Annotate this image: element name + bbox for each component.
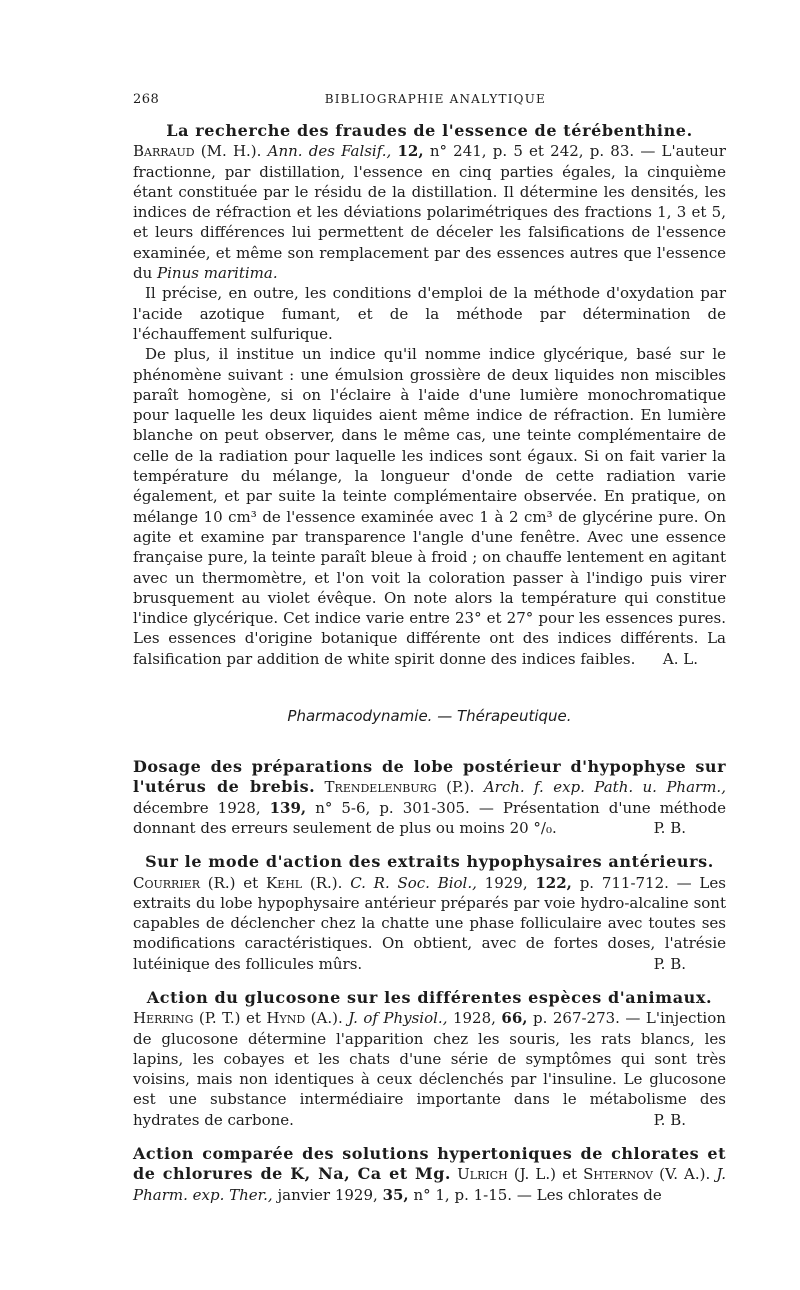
author-initials: (V. A.). (659, 1165, 711, 1184)
running-title: BIBLIOGRAPHIE ANALYTIQUE (324, 92, 546, 106)
author-initials: (M. H.). (200, 142, 262, 161)
author-name: Shternov (583, 1165, 654, 1184)
journal-volume: 122, (535, 873, 572, 892)
author-name: Herring (133, 1009, 194, 1028)
page (133, 92, 726, 1205)
signature: P. B. (653, 1110, 686, 1129)
journal-name: J. Pharm. exp. Ther., (133, 1165, 727, 1204)
article-body (133, 1008, 726, 1130)
abstract-text: p. 267-273. — L'injection de glucosone détermine l'apparition chez les souris, les rats blancs, les lapins, les cobayes et les chats d'une série de symptômes qui sont très voisins, mais non identiques à ceux déclenchés par l'insuline. Le glucosone est une substance intermédiaire importante dans le métabolisme des hydrates de carbone. (133, 1009, 726, 1129)
author-initials: (P. T.) et (198, 1009, 261, 1028)
publication-year: 1928, (452, 1009, 496, 1028)
article-glucosone (133, 988, 726, 1130)
article-extraits-hypophysaires (133, 852, 726, 974)
author-name: Trendelenburg (324, 778, 437, 797)
publication-date: janvier 1929, (277, 1185, 378, 1204)
abstract-text: n° 1, p. 1-15. — Les chlorates de (413, 1185, 662, 1204)
journal-name: Ann. des Falsif., (267, 142, 392, 161)
article-title: Sur le mode d'action des extraits hypophysaires antérieurs. (145, 852, 714, 872)
publication-date: décembre 1928, (133, 798, 261, 817)
article-hypophyse-brebis (133, 757, 726, 838)
author-name: Hynd (266, 1009, 306, 1028)
article-body (133, 1144, 726, 1205)
signature: P. B. (653, 818, 686, 837)
article-body (133, 757, 726, 838)
abstract-text: n° 5-6, p. 301-305. — Présentation d'une méthode donnant des erreurs seulement de plus ou moins 20 °/₀. (133, 798, 726, 837)
journal-name: Arch. f. exp. Path. u. Pharm., (483, 778, 726, 797)
author-name: Courrier (133, 873, 200, 892)
section-heading: Pharmacodynamie. — Thérapeutique. (287, 707, 572, 726)
article-title: Dosage des préparations de lobe postérieur d'hypophyse sur l'utérus de brebis. (133, 757, 726, 797)
paragraph-text: L'auteur fractionne, par distillation, l'essence en cinq parties égales, la cinquième étant constituée par le résidu de la distillation. Il détermine les densités, les indices de réfraction et les déviations polarimétriques des fractions 1, 3 et 5, et leurs différences lui permettent de déceler les falsifications de l'essence examinée, et même son remplacement par des essences autres que l'essence du (133, 142, 726, 283)
author-name: Kehl (265, 873, 303, 892)
publication-year: 1929, (484, 873, 528, 892)
author-initials: (J. L.) et (513, 1165, 577, 1184)
article-title: La recherche des fraudes de l'essence de térébenthine. (166, 121, 693, 140)
article-terebenthine (133, 121, 726, 669)
author-name: Ulrich (457, 1165, 508, 1184)
author-initials: (R.) et (207, 873, 259, 892)
paragraph-with-signature (133, 344, 726, 669)
paragraph: Il précise, en outre, les conditions d'emploi de la méthode d'oxydation par l'acide azotique fumant, et de la méthode par détermination de l'échauffement sulfurique. (133, 284, 726, 343)
article-chlorates (133, 1144, 726, 1205)
article-title: Action du glucosone sur les différentes espèces d'animaux. (146, 987, 713, 1007)
author-initials: (P.). (446, 778, 475, 797)
spacer (133, 838, 726, 852)
article-body (133, 141, 726, 283)
abstract-text: p. 711-712. — Les extraits du lobe hypophysaire antérieur préparés par voie hydro-alcaline sont capables de déclencher chez la chatte une phase folliculaire avec toutes ses modifications caractéristiques. On obtient, avec de fortes doses, l'atrésie lutéinique des follicules mûrs. (133, 873, 726, 973)
signature: A. L. (662, 649, 698, 668)
spacer (133, 1130, 726, 1144)
signature: P. B. (653, 954, 686, 973)
running-header (133, 92, 726, 107)
species-name: Pinus maritima. (157, 264, 278, 283)
paragraph-text: De plus, il institue un indice qu'il nomme indice glycérique, basé sur le phénomène suivant : une émulsion grossière de deux liquides non miscibles paraît homogène, si on l'éclaire à l'aide d'une lumière monochromatique pour laquelle les deux liquides aient même indice de réfraction. En lumière blanche on peut observer, dans le même cas, une teinte complémentaire de celle de la radiation pour laquelle les indices sont égaux. Si on fait varier la température du mélange, la longueur d'onde de cette radiation varie également, et par suite la teinte complémentaire observée. En pratique, on mélange 10 cm³ de l'essence examinée avec 1 à 2 cm³ de glycérine pure. On agite et examine par transparence l'angle d'une fenêtre. Avec une essence française pure, la teinte paraît bleue à froid ; on chauffe lentement en agitant avec un thermomètre, et l'on voit la coloration passer à l'indigo puis virer brusquement au violet évêque. On note alors la température qui constitue l'indice glycérique. Cet indice varie entre 23° et 27° pour les essences pures. Les essences d'origine botanique différente ont des indices différents. La falsification par addition de white spirit donne des indices faibles. (133, 345, 726, 668)
journal-volume: 139, (269, 798, 307, 817)
author-name: Barraud (133, 142, 195, 161)
journal-name: C. R. Soc. Biol., (350, 873, 477, 892)
spacer (133, 974, 726, 988)
article-body (133, 873, 726, 974)
journal-volume: 66, (501, 1009, 528, 1028)
article-title: Action comparée des solutions hypertoniques de chlorates et de chlorures de K, Na, Ca et Mg. (133, 1144, 726, 1184)
journal-volume: 12, (397, 142, 424, 161)
author-initials: (A.). (310, 1009, 343, 1028)
journal-name: J. of Physiol., (348, 1009, 448, 1028)
page-reference: n° 241, p. 5 et 242, p. 83. — (429, 142, 656, 161)
page-number: 268 (133, 92, 160, 107)
author-initials: (R.). (309, 873, 343, 892)
journal-volume: 35, (382, 1185, 409, 1204)
